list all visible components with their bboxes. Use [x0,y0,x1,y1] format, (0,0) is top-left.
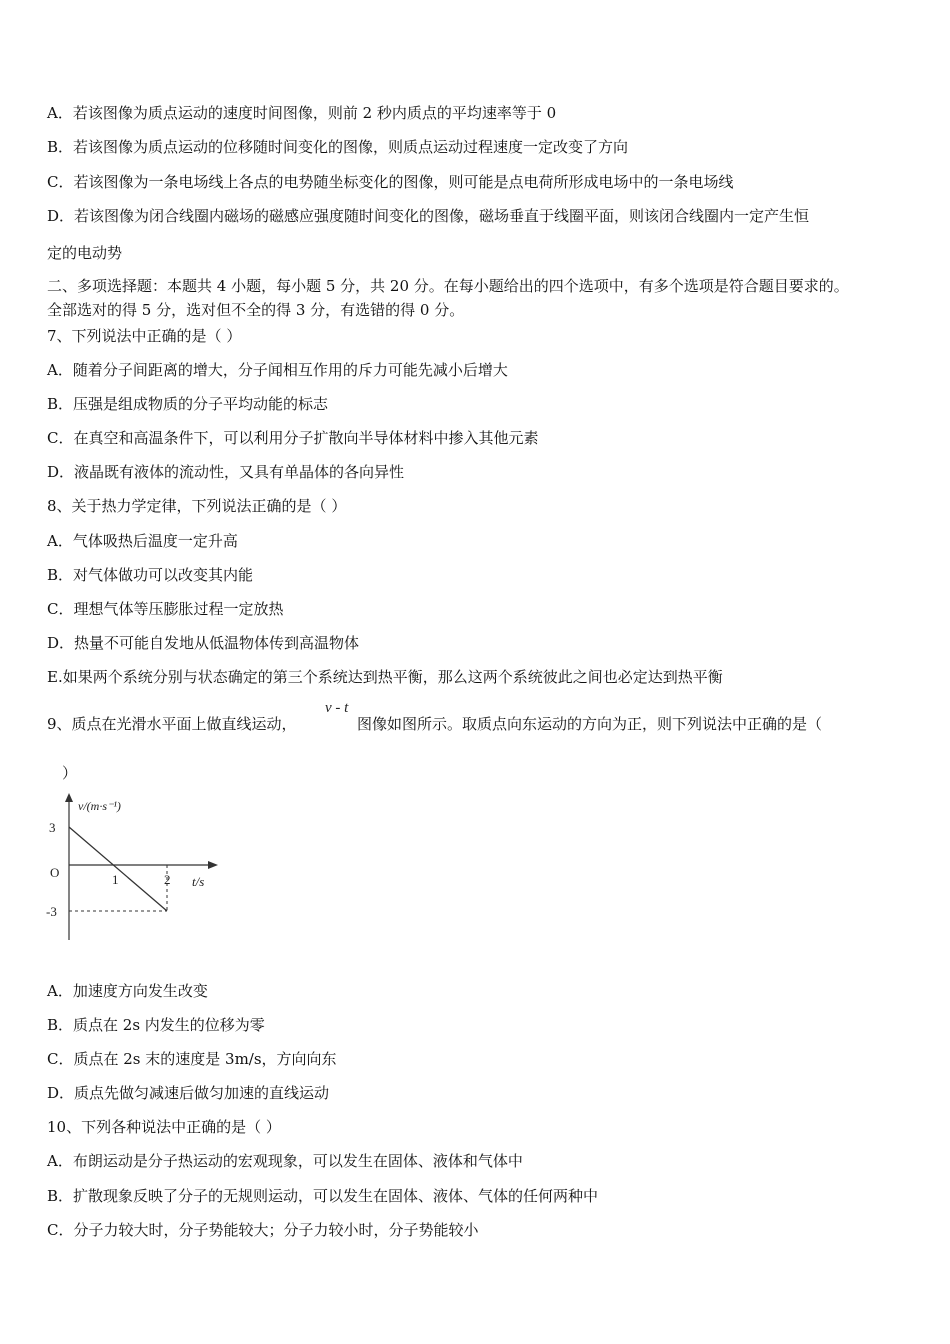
x-tick-1: 1 [112,872,119,887]
y-axis-arrow [65,793,73,802]
prev-option-c: C．若该图像为一条电场线上各点的电势随坐标变化的图像，则可能是点电荷所形成电场中的一条电场线 [47,173,734,191]
vt-symbol: v - t [325,700,349,716]
q8-option-b: B．对气体做功可以改变其内能 [47,566,254,584]
prev-option-a: A．若该图像为质点运动的速度时间图像，则前 2 秒内质点的平均速率等于 0 [47,104,557,122]
q8-stem: 8、关于热力学定律，下列说法正确的是（ ） [47,497,347,515]
q7-option-d: D．液晶既有液体的流动性，又具有单晶体的各向异性 [47,463,405,481]
y-tick-neg3: -3 [46,904,57,919]
q10-option-a: A．布朗运动是分子热运动的宏观现象，可以发生在固体、液体和气体中 [47,1152,523,1170]
q9-stem-start: 9、质点在光滑水平面上做直线运动， [47,715,297,733]
x-tick-2: 2 [164,872,171,887]
q9-stem-end: 图像如图所示。取质点向东运动的方向为正，则下列说法中正确的是（ [357,715,823,733]
q8-option-e: E.如果两个系统分别与状态确定的第三个系统达到热平衡，那么这两个系统彼此之间也必定达到热平衡 [47,668,723,686]
q10-stem: 10、下列各种说法中正确的是（ ） [47,1118,281,1136]
x-axis-arrow [208,861,218,869]
q10-option-b: B．扩散现象反映了分子的无规则运动，可以发生在固体、液体、气体的任何两种中 [47,1187,599,1205]
velocity-line [69,827,167,911]
origin-label: O [50,865,60,880]
q9-option-c: C．质点在 2s 末的速度是 3m/s，方向向东 [47,1050,337,1068]
vt-graph [40,790,230,945]
section-heading: 二、多项选择题：本题共 4 小题，每小题 5 分，共 20 分。在每小题给出的四个选项中，有多个选项是符合题目要求的。 [47,277,849,295]
q7-option-a: A．随着分子间距离的增大，分子闻相互作用的斥力可能先减小后增大 [47,361,508,379]
q9-option-b: B．质点在 2s 内发生的位移为零 [47,1016,265,1034]
y-tick-3: 3 [49,820,56,835]
prev-option-d-line2: 定的电动势 [47,244,123,262]
q8-option-d: D．热量不可能自发地从低温物体传到高温物体 [47,634,360,652]
prev-option-d-line1: D．若该图像为闭合线圈内磁场的磁感应强度随时间变化的图像，磁场垂直于线圈平面，则该闭合线圈内一定产生恒 [47,207,810,225]
section-scoring: 全部选对的得 5 分，选对但不全的得 3 分，有选错的得 0 分。 [47,301,465,319]
q7-stem: 7、下列说法中正确的是（ ） [47,327,242,345]
q9-stem-close: ） [62,764,78,782]
q9-option-d: D．质点先做匀减速后做匀加速的直线运动 [47,1084,330,1102]
q7-option-b: B．压强是组成物质的分子平均动能的标志 [47,395,329,413]
x-axis-label: t/s [192,874,205,889]
prev-option-b: B．若该图像为质点运动的位移随时间变化的图像，则质点运动过程速度一定改变了方向 [47,138,629,156]
y-axis-label: v/(m·s⁻¹) [78,799,121,813]
q10-option-c: C．分子力较大时，分子势能较大；分子力较小时，分子势能较小 [47,1221,479,1239]
q9-option-a: A．加速度方向发生改变 [47,982,208,1000]
q8-option-a: A．气体吸热后温度一定升高 [47,532,238,550]
q8-option-c: C．理想气体等压膨胀过程一定放热 [47,600,284,618]
q7-option-c: C．在真空和高温条件下，可以利用分子扩散向半导体材料中掺入其他元素 [47,429,539,447]
